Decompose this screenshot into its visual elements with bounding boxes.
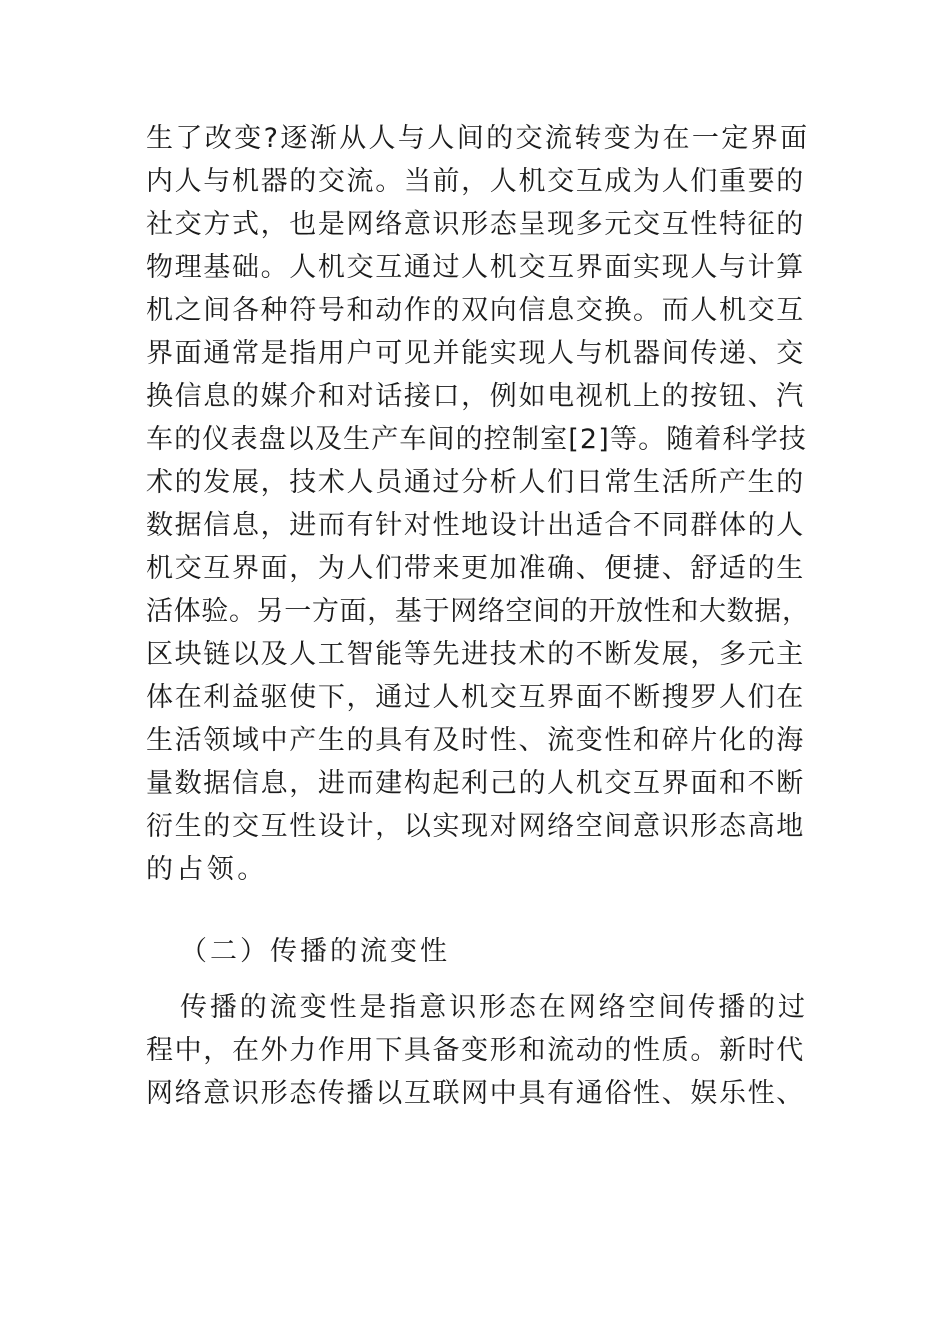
paragraph-line: 机交互界面，为人们带来更加准确、便捷、舒适的生 bbox=[146, 553, 805, 584]
paragraph-line: 区块链以及人工智能等先进技术的不断发展，多元主 bbox=[146, 639, 805, 670]
paragraph-line: 传播的流变性是指意识形态在网络空间传播的过 bbox=[180, 992, 808, 1023]
paragraph-line: 物理基础。人机交互通过人机交互界面实现人与计算 bbox=[146, 252, 805, 283]
paragraph-line: 车的仪表盘以及生产车间的控制室[2]等。随着科学技 bbox=[146, 424, 807, 455]
paragraph-line: 机之间各种符号和动作的双向信息交换。而人机交互 bbox=[146, 295, 805, 326]
paragraph-line: 术的发展，技术人员通过分析人们日常生活所产生的 bbox=[146, 467, 805, 498]
section-heading: （二）传播的流变性 bbox=[180, 936, 450, 967]
body-paragraph-2 bbox=[146, 986, 810, 1115]
paragraph-line: 体在利益驱使下，通过人机交互界面不断搜罗人们在 bbox=[146, 682, 805, 713]
paragraph-line: 数据信息，进而有针对性地设计出适合不同群体的人 bbox=[146, 510, 805, 541]
paragraph-line: 活体验。另一方面，基于网络空间的开放性和大数据， bbox=[146, 596, 810, 627]
paragraph-line: 生了改变?逐渐从人与人间的交流转变为在一定界面 bbox=[146, 123, 810, 154]
paragraph-line: 量数据信息，进而建构起利己的人机交互界面和不断 bbox=[146, 768, 805, 799]
paragraph-line: 衍生的交互性设计，以实现对网络空间意识形态高地 bbox=[146, 811, 805, 842]
paragraph-line: 生活领域中产生的具有及时性、流变性和碎片化的海 bbox=[146, 725, 805, 756]
paragraph-line: 网络意识形态传播以互联网中具有通俗性、娱乐性、 bbox=[146, 1078, 805, 1109]
paragraph-line: 的占领。 bbox=[146, 854, 268, 885]
paragraph-line: 社交方式，也是网络意识形态呈现多元交互性特征的 bbox=[146, 209, 805, 240]
body-paragraph-1 bbox=[146, 117, 810, 891]
paragraph-line: 内人与机器的交流。当前，人机交互成为人们重要的 bbox=[146, 166, 805, 197]
paragraph-line: 界面通常是指用户可见并能实现人与机器间传递、交 bbox=[146, 338, 805, 369]
paragraph-line: 换信息的媒介和对话接口，例如电视机上的按钮、汽 bbox=[146, 381, 805, 412]
paragraph-line: 程中，在外力作用下具备变形和流动的性质。新时代 bbox=[146, 1035, 805, 1066]
